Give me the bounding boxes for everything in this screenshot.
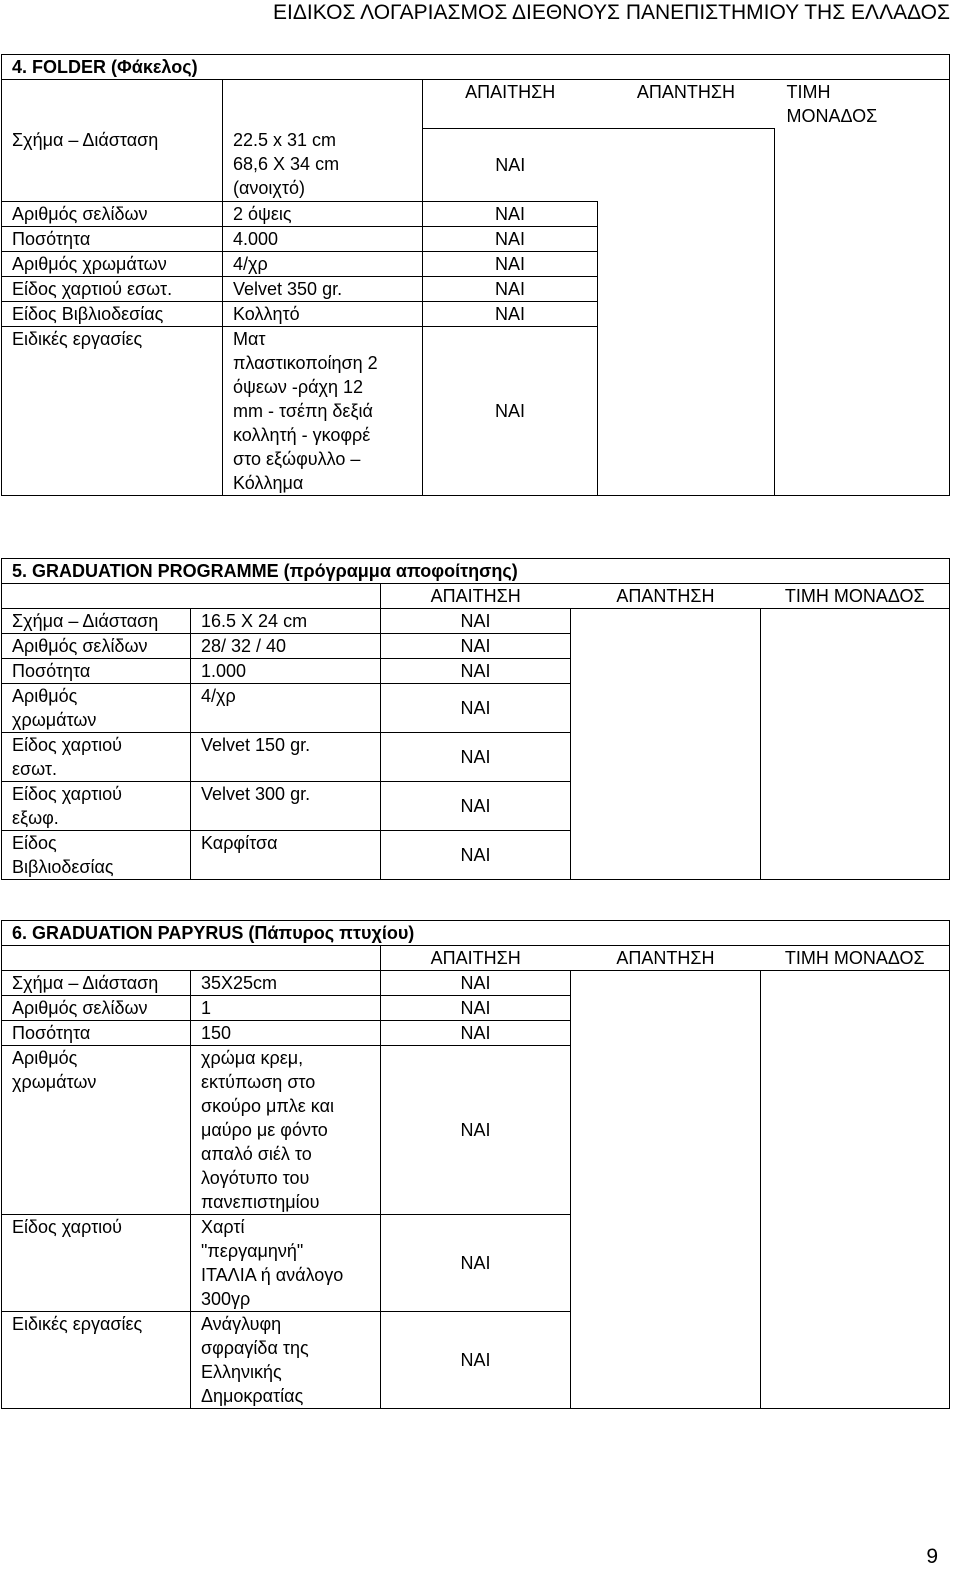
price-cell xyxy=(761,609,950,634)
requirement-cell: ΝΑΙ xyxy=(381,609,571,634)
row-label: Αριθμός χρωμάτων xyxy=(2,684,191,733)
page-header: ΕΙΔΙΚΟΣ ΛΟΓΑΡΙΑΣΜΟΣ ΔΙΕΘΝΟΥΣ ΠΑΝΕΠΙΣΤΗΜΙΟΥ ΤΗΣ ΕΛΛΑΔΟΣ xyxy=(273,1,950,24)
answer-cell xyxy=(571,684,761,733)
row-value: 28/ 32 / 40 xyxy=(191,634,381,659)
requirement-cell: ΝΑΙ xyxy=(381,1021,571,1046)
row-value: 150 xyxy=(191,1021,381,1046)
answer-cell xyxy=(571,634,761,659)
row-label: Αριθμός σελίδων xyxy=(2,996,191,1021)
header-empty xyxy=(2,946,191,971)
col-unit-price-header xyxy=(775,80,950,129)
row-value: 22.5 x 31 cm 68,6 X 34 cm (ανοιχτό) xyxy=(223,128,423,201)
row-value: χρώμα κρεμ, εκτύπωση στο σκούρο μπλε και μαύρο με φόντο απαλό σιέλ το λογότυπο του πανεπιστημίου xyxy=(191,1046,381,1215)
requirement-cell: ΝΑΙ xyxy=(423,226,598,251)
row-label: Είδος χαρτιού εσωτ. xyxy=(2,276,223,301)
price-cell xyxy=(761,971,950,996)
row-label: Ειδικές εργασίες xyxy=(2,1312,191,1409)
requirement-cell: ΝΑΙ xyxy=(423,276,598,301)
answer-cell xyxy=(598,128,775,201)
price-cell xyxy=(761,684,950,733)
row-value: Velvet 350 gr. xyxy=(223,276,423,301)
section-5-table xyxy=(1,558,950,880)
section-6-table xyxy=(1,920,950,1409)
header-empty xyxy=(223,80,423,129)
row-label: Ποσότητα xyxy=(2,1021,191,1046)
header-empty xyxy=(2,80,223,129)
row-value: 4.000 xyxy=(223,226,423,251)
row-value: 4/χρ xyxy=(191,684,381,733)
answer-cell xyxy=(571,971,761,996)
answer-cell xyxy=(571,782,761,831)
row-value: 1 xyxy=(191,996,381,1021)
row-value: 2 όψεις xyxy=(223,201,423,226)
row-label: Αριθμός χρωμάτων xyxy=(2,1046,191,1215)
requirement-cell: ΝΑΙ xyxy=(381,684,571,733)
price-cell xyxy=(775,276,950,301)
price-cell xyxy=(761,831,950,880)
price-cell xyxy=(761,782,950,831)
requirement-cell: ΝΑΙ xyxy=(381,1046,571,1215)
requirement-cell: ΝΑΙ xyxy=(381,733,571,782)
row-value: Ανάγλυφη σφραγίδα της Ελληνικής Δημοκρατίας xyxy=(191,1312,381,1409)
header-empty xyxy=(2,584,191,609)
answer-cell xyxy=(598,301,775,326)
answer-cell xyxy=(598,276,775,301)
col-answer-header: ΑΠΑΝΤΗΣΗ xyxy=(571,946,761,971)
answer-cell xyxy=(571,659,761,684)
row-value: 16.5 X 24 cm xyxy=(191,609,381,634)
price-cell xyxy=(775,301,950,326)
row-label: Είδος χαρτιού εσωτ. xyxy=(2,733,191,782)
header-empty xyxy=(191,584,381,609)
requirement-cell: ΝΑΙ xyxy=(381,659,571,684)
requirement-cell: ΝΑΙ xyxy=(423,128,598,201)
answer-cell xyxy=(598,251,775,276)
col-requirement-header: ΑΠΑΙΤΗΣΗ xyxy=(381,584,571,609)
col-requirement-header: ΑΠΑΙΤΗΣΗ xyxy=(423,80,598,129)
row-value: 1.000 xyxy=(191,659,381,684)
price-cell xyxy=(775,251,950,276)
row-label: Είδος χαρτιού xyxy=(2,1215,191,1312)
col-answer-header: ΑΠΑΝΤΗΣΗ xyxy=(598,80,775,129)
col-unit-price-line1: ΤΙΜΗ xyxy=(786,82,831,102)
row-label: Ποσότητα xyxy=(2,226,223,251)
answer-cell xyxy=(571,1312,761,1409)
requirement-cell: ΝΑΙ xyxy=(423,326,598,495)
answer-cell xyxy=(571,1215,761,1312)
row-label: Σχήμα – Διάσταση xyxy=(2,971,191,996)
header-empty xyxy=(191,946,381,971)
page-number: 9 xyxy=(926,1545,938,1568)
row-label: Σχήμα – Διάσταση xyxy=(2,609,191,634)
price-cell xyxy=(761,659,950,684)
price-cell xyxy=(761,996,950,1021)
answer-cell xyxy=(598,201,775,226)
section-5-title: 5. GRADUATION PROGRAMME (πρόγραμμα αποφοίτησης) xyxy=(2,559,950,584)
row-value: Velvet 300 gr. xyxy=(191,782,381,831)
answer-cell xyxy=(571,831,761,880)
row-label: Αριθμός σελίδων xyxy=(2,634,191,659)
price-cell xyxy=(761,1215,950,1312)
row-label: Είδος Βιβλιοδεσίας xyxy=(2,831,191,880)
price-cell xyxy=(761,1021,950,1046)
col-answer-header: ΑΠΑΝΤΗΣΗ xyxy=(571,584,761,609)
col-unit-price-header: ΤΙΜΗ ΜΟΝΑΔΟΣ xyxy=(761,584,950,609)
answer-cell xyxy=(571,996,761,1021)
price-cell xyxy=(761,733,950,782)
row-value: 35X25cm xyxy=(191,971,381,996)
price-cell xyxy=(761,1312,950,1409)
answer-cell xyxy=(598,226,775,251)
answer-cell xyxy=(598,326,775,495)
price-cell xyxy=(775,226,950,251)
requirement-cell: ΝΑΙ xyxy=(423,201,598,226)
requirement-cell: ΝΑΙ xyxy=(381,831,571,880)
answer-cell xyxy=(571,1046,761,1215)
row-value: Χαρτί "περγαμηνή" ΙΤΑΛΙΑ ή ανάλογο 300γρ xyxy=(191,1215,381,1312)
price-cell xyxy=(761,1046,950,1215)
section-4-title: 4. FOLDER (Φάκελος) xyxy=(2,55,950,80)
price-cell xyxy=(761,634,950,659)
requirement-cell: ΝΑΙ xyxy=(381,1312,571,1409)
answer-cell xyxy=(571,733,761,782)
col-unit-price-line2: ΜΟΝΑΔΟΣ xyxy=(786,106,878,126)
row-value: 4/χρ xyxy=(223,251,423,276)
requirement-cell: ΝΑΙ xyxy=(423,251,598,276)
row-value: Velvet 150 gr. xyxy=(191,733,381,782)
row-label: Ειδικές εργασίες xyxy=(2,326,223,495)
row-value: Κολλητό xyxy=(223,301,423,326)
row-label: Αριθμός σελίδων xyxy=(2,201,223,226)
col-requirement-header: ΑΠΑΙΤΗΣΗ xyxy=(381,946,571,971)
row-label: Είδος Βιβλιοδεσίας xyxy=(2,301,223,326)
row-label: Αριθμός χρωμάτων xyxy=(2,251,223,276)
section-4-table xyxy=(1,54,950,496)
row-value: Καρφίτσα xyxy=(191,831,381,880)
requirement-cell: ΝΑΙ xyxy=(381,782,571,831)
price-cell xyxy=(775,201,950,226)
row-label: Σχήμα – Διάσταση xyxy=(2,128,223,201)
row-value: Ματ πλαστικοποίηση 2 όψεων -ράχη 12 mm - τσέπη δεξιά κολλητή - γκοφρέ στο εξώφυλλο – Κόλλημα xyxy=(223,326,423,495)
price-cell xyxy=(775,326,950,495)
price-cell xyxy=(775,128,950,201)
requirement-cell: ΝΑΙ xyxy=(381,971,571,996)
row-label: Είδος χαρτιού εξωφ. xyxy=(2,782,191,831)
requirement-cell: ΝΑΙ xyxy=(423,301,598,326)
answer-cell xyxy=(571,609,761,634)
row-label: Ποσότητα xyxy=(2,659,191,684)
section-6-title: 6. GRADUATION PAPYRUS (Πάπυρος πτυχίου) xyxy=(2,921,950,946)
col-unit-price-header: ΤΙΜΗ ΜΟΝΑΔΟΣ xyxy=(761,946,950,971)
requirement-cell: ΝΑΙ xyxy=(381,634,571,659)
answer-cell xyxy=(571,1021,761,1046)
requirement-cell: ΝΑΙ xyxy=(381,996,571,1021)
requirement-cell: ΝΑΙ xyxy=(381,1215,571,1312)
